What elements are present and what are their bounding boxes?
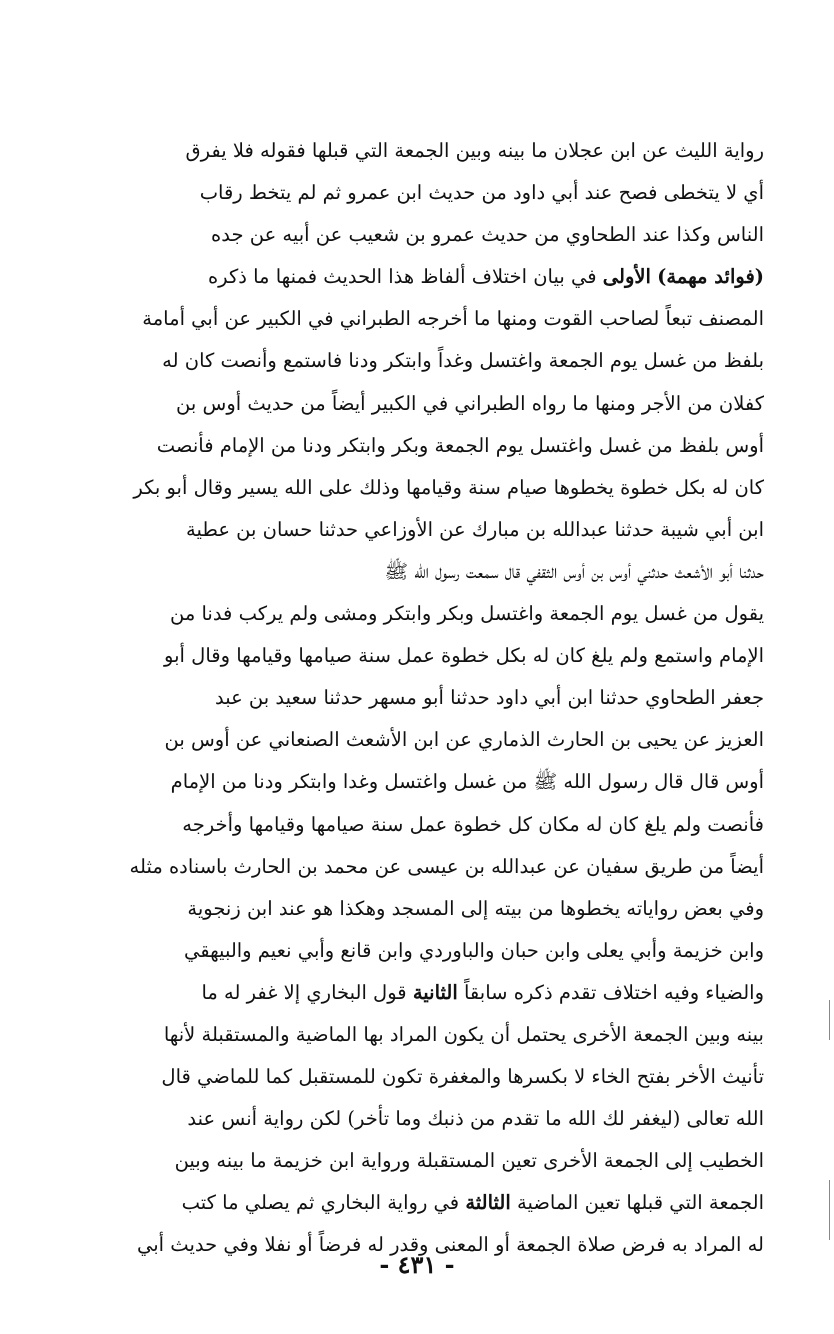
text-line: [72, 677, 764, 719]
line-text: المصنف تبعاً لصاحب القوت ومنها ما أخرجه الطبراني في الكبير عن أبي أمامة: [142, 307, 764, 331]
text-line: [72, 1056, 764, 1098]
line-text: الخطيب إلى الجمعة الأخرى تعين المستقبلة ورواية ابن خزيمة ما بينه وبين: [174, 1149, 764, 1173]
line-text: بينه وبين الجمعة الأخرى يحتمل أن يكون المراد بها الماضية والمستقبلة لأنها: [163, 1022, 764, 1046]
line-text: العزيز عن يحيى بن الحارث الذماري عن ابن الأشعث الصنعاني عن أوس بن: [164, 728, 764, 752]
line-text: رواية الليث عن ابن عجلان ما بينه وبين الجمعة التي قبلها فقوله فلا يفرق: [185, 139, 764, 162]
line-text: أيضاً من طريق سفيان عن عبدالله بن عيسى عن محمد بن الحارث باسناده مثله: [129, 854, 764, 878]
line-text: جعفر الطحاوي حدثنا ابن أبي داود حدثنا أبو مسهر حدثنا سعيد بن عبد: [214, 686, 764, 710]
line-text: كان له بكل خطوة يخطوها صيام سنة وقيامها وذلك على الله يسير وقال أبو بكر: [133, 475, 764, 499]
text-line: [72, 298, 764, 340]
line-text: والضياء وفيه اختلاف تقدم ذكره سابقاً: [457, 980, 764, 1004]
text-line: [72, 930, 764, 972]
text-line: [72, 425, 764, 467]
line-text: ابن أبي شيبة حدثنا عبدالله بن مبارك عن الأوزاعي حدثنا حسان بن عطية: [186, 517, 764, 541]
text-line: [72, 1014, 764, 1056]
line-text: قول البخاري إلا غفر له ما: [201, 980, 413, 1004]
heading-keyword: الثانية: [412, 980, 458, 1004]
text-line: [72, 972, 764, 1014]
text-line: [72, 340, 764, 382]
text-line: [72, 1098, 764, 1140]
text-line: [72, 467, 764, 509]
text-line: [72, 130, 764, 172]
text-line: [72, 846, 764, 888]
page-edge-mark: [829, 1000, 830, 1040]
text-line: [72, 256, 764, 298]
line-text: بلفظ من غسل يوم الجمعة واغتسل وغداً وابتكر ودنا فاستمع وأنصت كان له: [162, 349, 764, 373]
text-line: [72, 761, 764, 803]
text-line: [72, 888, 764, 930]
heading-keyword: الأولى: [602, 265, 651, 289]
line-text: الإمام واستمع ولم يلغ كان له بكل خطوة عمل سنة صيامها وقيامها وقال أبو: [164, 644, 764, 668]
body-text: [72, 130, 764, 1267]
line-text: كفلان من الأجر ومنها ما رواه الطبراني في الكبير أيضاً من حديث أوس بن: [176, 391, 764, 415]
line-text: أوس قال قال رسول الله ﷺ من غسل واغتسل وغدا وابتكر ودنا من الإمام: [170, 770, 764, 794]
text-line: [72, 804, 764, 846]
text-line: [72, 214, 764, 256]
line-text: فأنصت ولم يلغ كان له مكان كل خطوة عمل سنة صيامها وقيامها وأخرجه: [182, 812, 764, 836]
heading-keyword: (فوائد مهمة): [657, 265, 764, 289]
text-line: [72, 172, 764, 214]
heading-keyword: الثالثة: [465, 1191, 511, 1215]
line-text: الجمعة التي قبلها تعين الماضية: [510, 1191, 764, 1215]
line-text: وابن خزيمة وأبي يعلى وابن حبان والباوردي وابن قانع وأبي نعيم والبيهقي: [183, 938, 764, 962]
text-line: [72, 509, 764, 551]
line-text: في رواية البخاري ثم يصلي ما كتب: [181, 1191, 466, 1215]
page-number: - ٤٣١ -: [379, 1250, 455, 1279]
line-text: يقول من غسل يوم الجمعة واغتسل وبكر وابتكر ومشى ولم يركب فدنا من: [169, 602, 764, 626]
line-text: تأنيث الأخر بفتح الخاء لا بكسرها والمغفرة تكون للمستقبل كما للماضي قال: [161, 1065, 764, 1089]
line-text: حدثنا أبو الأشعث حدثني أوس بن أوس الثقفي قال سمعت رسول الله ﷺ: [384, 559, 764, 583]
text-line: [72, 383, 764, 425]
line-text: الله تعالى (ليغفر لك الله ما تقدم من ذنبك وما تأخر) لكن رواية أنس عند: [187, 1107, 764, 1131]
text-line: [72, 1182, 764, 1224]
line-text: له المراد به فرض صلاة الجمعة أو المعنى وقدر له فرضاً أو نفلا وفي حديث أبي: [137, 1233, 764, 1257]
line-text: أوس بلفظ من غسل واغتسل يوم الجمعة وبكر وابتكر ودنا من الإمام فأنصت: [156, 433, 764, 457]
line-text: وفي بعض رواياته يخطوها من بيته إلى المسجد وهكذا هو عند ابن زنجوية: [187, 896, 764, 920]
line-text: أي لا يتخطى فصح عند أبي داود من حديث ابن عمرو ثم لم يتخط رقاب: [199, 181, 764, 205]
line-text: الناس وكذا عند الطحاوي من حديث عمرو بن شعيب عن أبيه عن جده: [211, 223, 764, 247]
text-line: [72, 593, 764, 635]
page-edge-mark: [829, 1180, 830, 1240]
text-line: [72, 1140, 764, 1182]
text-line: [72, 719, 764, 761]
line-text: في بيان اختلاف ألفاظ هذا الحديث فمنها ما ذكره: [207, 265, 603, 289]
text-line: [72, 635, 764, 677]
text-line: [72, 551, 764, 593]
